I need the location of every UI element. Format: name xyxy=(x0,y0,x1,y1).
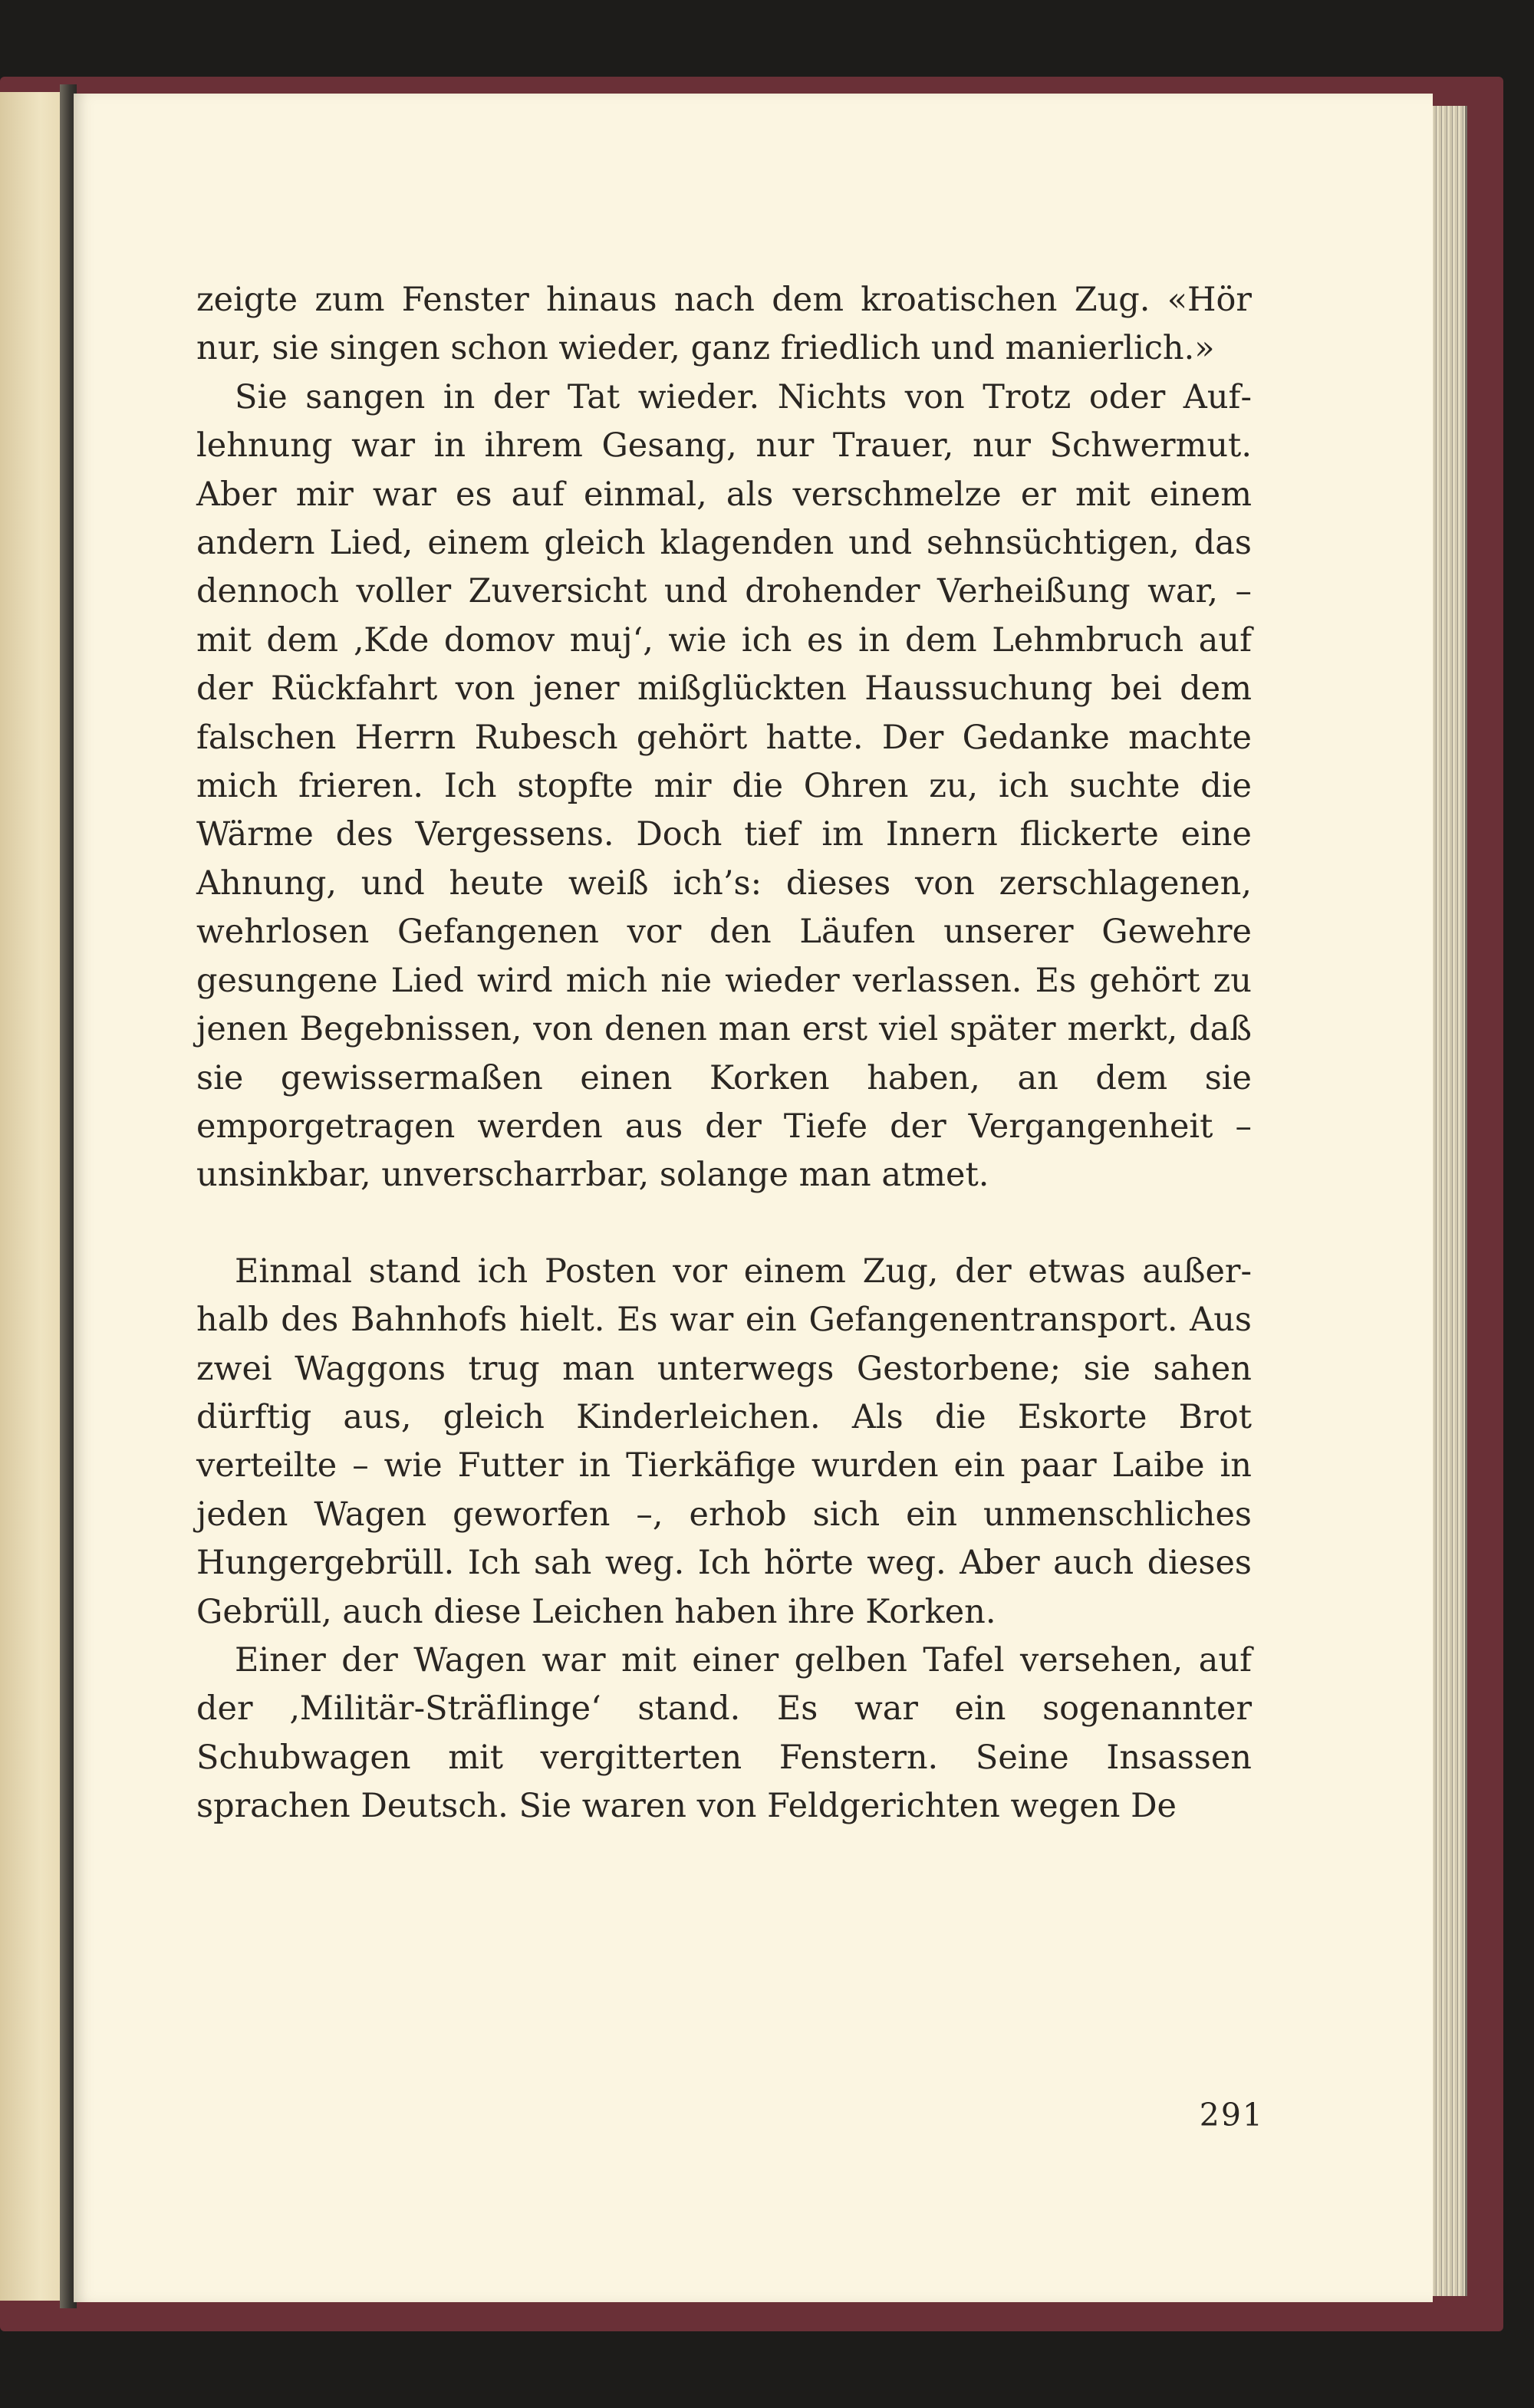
section-break xyxy=(196,1200,1252,1248)
paragraph-yellow-sign: Einer der Wagen war mit einer gelben Tafel versehen, auf der ‚Militär-Sträflinge‘ stand. Es war ein sogenannter Schubwagen mit vergitterten Fenstern. Seine Insassen sprachen Deutsch. Sie waren von Feldgerichten wegen De xyxy=(196,1640,1252,1826)
facing-page-edge xyxy=(0,92,67,2301)
paragraph-continuation: zeigte zum Fenster hinaus nach dem kroatischen Zug. «Hör nur, sie singen schon wieder, ganz friedlich und manierlich.» xyxy=(196,281,1252,368)
body-text xyxy=(196,276,1252,1831)
paragraph-prisoner-train: Einmal stand ich Posten vor einem Zug, der etwas außerhalb des Bahnhofs hielt. Es war ein Gefangenentransport. Aus zwei Waggons trug man unterwegs Gestorbene; sie sahen dürftig aus, gleich Kinderleichen. Als die Eskorte Brot verteilte – wie Futter in Tierkäfige wurden ein paar Laibe in jeden Wagen geworfen –, erhob sich ein unmenschliches Hungergebrüll. Ich sah weg. Ich hörte weg. Aber auch dieses Gebrüll, auch diese Leichen haben ihre Korken. xyxy=(196,1252,1252,1631)
page-number: 291 xyxy=(1199,2097,1264,2133)
book-page xyxy=(74,94,1433,2302)
page-edge-stack xyxy=(1428,106,1467,2296)
paragraph-song: Sie sangen in der Tat wieder. Nichts von Trotz oder Auflehnung war in ihrem Gesang, nur Trauer, nur Schwermut. Aber mir war es auf einmal, als verschmelze er mit einem andern Lied, einem gleich klagenden und sehnsüchtigen, das dennoch voller Zuversicht und drohender Verheißung war, – mit dem ‚Kde domov muj‘, wie ich es in dem Lehmbruch auf der Rückfahrt von jener mißglückten Haussuchung bei dem falschen Herrn Rubesch gehört hatte. Der Gedanke machte mich frieren. Ich stopfte mir die Ohren zu, ich suchte die Wärme des Vergessens. Doch tief im Innern flickerte eine Ahnung, und heute weiß ich’s: dieses von zerschlagenen, wehrlosen Gefangenen vor den Läufen unserer Gewehre gesungene Lied wird mich nie wieder verlassen. Es gehört zu jenen Begebnissen, von denen man erst viel später merkt, daß sie gewissermaßen einen Korken haben, an dem sie emporgetragen werden aus der Tiefe der Vergangenheit – unsinkbar, unverscharrbar, solange man atmet. xyxy=(196,377,1252,1195)
